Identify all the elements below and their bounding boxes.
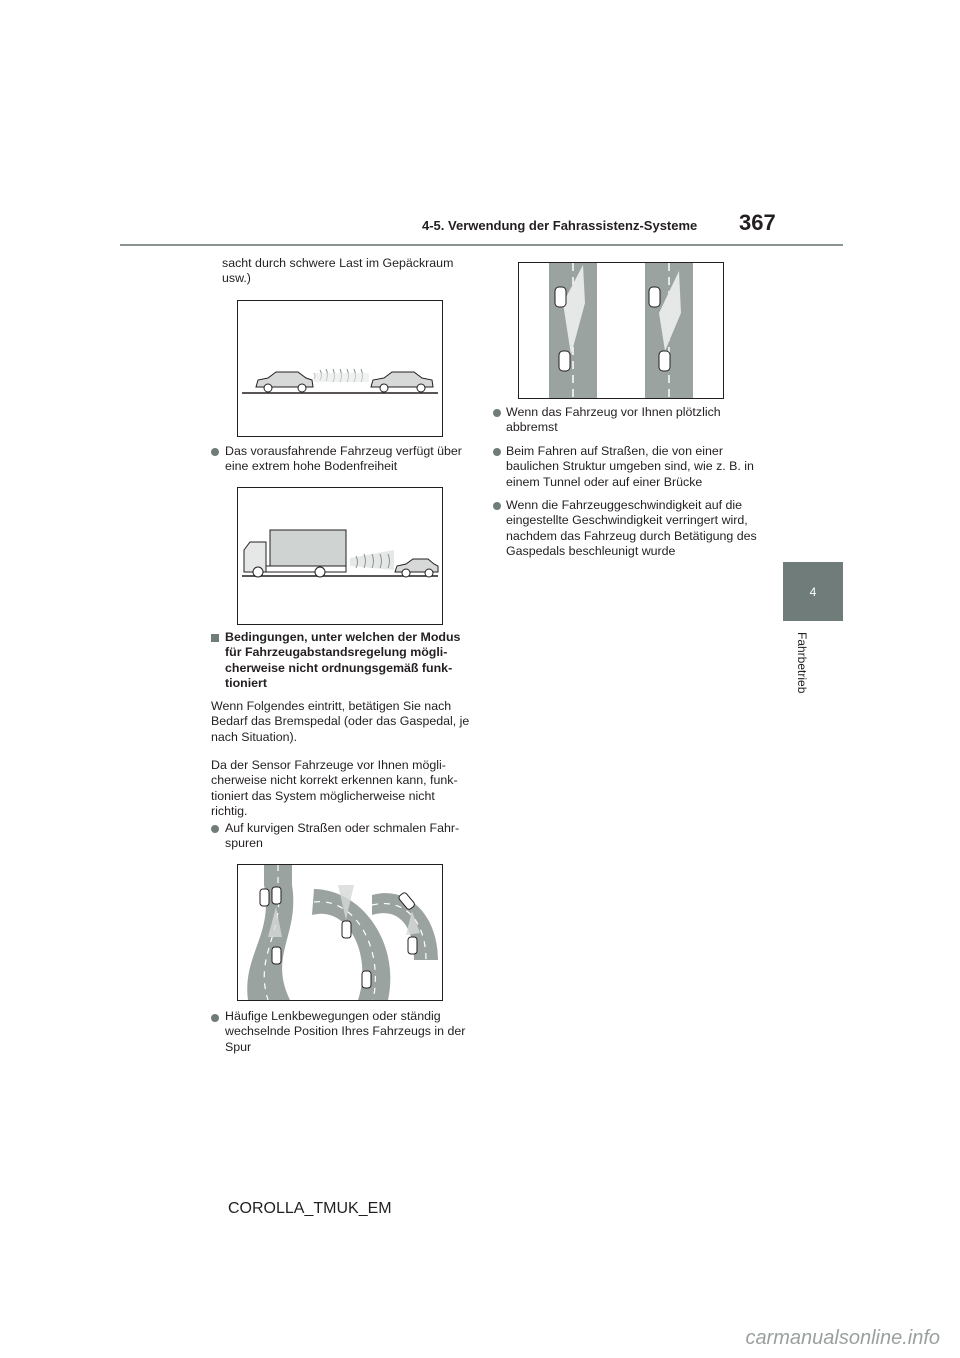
chapter-tab — [783, 562, 843, 621]
curved-roads-illustration — [238, 865, 442, 1000]
header-rule — [120, 244, 843, 246]
figure-sudden-braking — [518, 262, 724, 399]
chapter-number: 4 — [809, 584, 817, 599]
section-title: 4-5. Verwendung der Fahrassistenz-Systeme — [422, 218, 698, 233]
figure-curved-roads — [237, 864, 443, 1001]
car-following-illustration — [238, 301, 442, 436]
bullet-high-clearance: Das vorausfahrende Fahrzeug verfügt über eine extrem hohe Bodenfreiheit — [225, 444, 462, 474]
sudden-braking-illustration — [519, 263, 723, 398]
figure-truck-clearance — [237, 487, 443, 625]
bullet-dot — [211, 1014, 219, 1022]
bullet-dot — [493, 502, 501, 510]
paragraph-sensor: Da der Sensor Fahrzeuge vor Ihnen möglicherweise nicht korrekt erkennen kann, funktioniert das System möglicherweise nicht richtig. — [211, 758, 458, 819]
bullet-tunnel-bridge: Beim Fahren auf Straßen, die von einer baulichen Struktur umgeben sind, wie z. B. in einem Tunnel oder auf einer Brücke — [506, 444, 754, 489]
bullet-dot — [211, 825, 219, 833]
page-number: 367 — [739, 210, 776, 235]
intro-text: sacht durch schwere Last im Gepäckraum usw.) — [222, 256, 454, 286]
chapter-label: Fahrbetrieb — [795, 632, 809, 694]
bullet-sudden-braking: Wenn das Fahrzeug vor Ihnen plötzlich abbremst — [506, 405, 721, 435]
figure-car-following — [237, 300, 443, 437]
bullet-dot — [493, 448, 501, 456]
section-square-icon — [211, 634, 219, 642]
truck-illustration — [238, 488, 442, 624]
model-code: COROLLA_TMUK_EM — [228, 1200, 392, 1217]
bullet-dot — [493, 409, 501, 417]
bullet-dot — [211, 448, 219, 456]
bullet-curved-roads: Auf kurvigen Straßen oder schmalen Fahrspuren — [225, 821, 460, 851]
watermark: carmanualsonline.info — [745, 1327, 940, 1349]
bullet-speed-reduced: Wenn die Fahrzeuggeschwindigkeit auf die eingestellte Geschwindigkeit verringert wird, nachdem das Fahrzeug durch Betätigung des Gaspedals beschleunigt wurde — [506, 498, 757, 559]
section-heading: Bedingungen, unter welchen der Modus für Fahrzeugabstandsregelung möglicherweise nicht ordnungsgemäß funktioniert — [225, 630, 461, 691]
bullet-steering: Häufige Lenkbewegungen oder ständig wechselnde Position Ihres Fahrzeugs in der Spur — [225, 1009, 466, 1054]
paragraph-instruction: Wenn Folgendes eintritt, betätigen Sie nach Bedarf das Bremspedal (oder das Gaspedal, je nach Situation). — [211, 699, 470, 744]
